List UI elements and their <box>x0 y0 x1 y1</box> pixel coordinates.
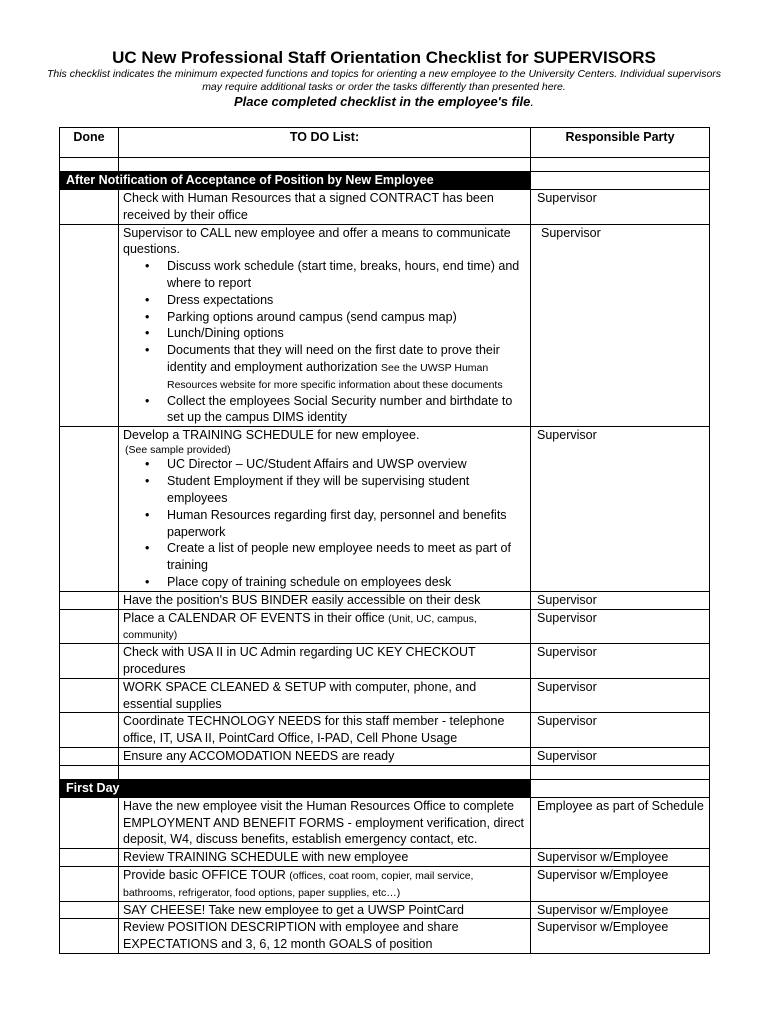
table-row <box>60 224 710 427</box>
table-row <box>60 644 710 679</box>
responsible-party-cell: Supervisor <box>531 678 710 713</box>
task-bullet-text: Documents that they will need on the first date to prove their identity and employment authorization <box>167 343 500 374</box>
table-row <box>60 748 710 766</box>
done-checkbox-cell[interactable] <box>60 427 119 592</box>
responsible-party-cell: Supervisor w/Employee <box>531 901 710 919</box>
task-bullet-with-note <box>167 342 526 392</box>
responsible-party-cell: Supervisor <box>531 591 710 609</box>
task-bullet: • Discuss work schedule (start time, breaks, hours, end time) and where to report <box>167 258 526 292</box>
task-bullet: • Parking options around campus (send campus map) <box>167 309 526 326</box>
spacer-cell <box>60 765 119 779</box>
task-cell <box>119 591 531 609</box>
task-text: Check with Human Resources that a signed CONTRACT has been received by their office <box>123 191 494 222</box>
table-row <box>60 190 710 225</box>
task-bullet: • Collect the employees Social Security number and birthdate to set up the campus DIMS identity <box>167 393 526 427</box>
table-row <box>60 919 710 954</box>
task-text: Have the position's BUS BINDER easily accessible on their desk <box>123 592 481 607</box>
task-note: (See sample provided) <box>125 443 231 456</box>
responsible-party-cell: Supervisor <box>531 748 710 766</box>
task-cell <box>119 609 531 644</box>
task-text: Review TRAINING SCHEDULE with new employee <box>123 850 409 865</box>
spacer-cell <box>531 158 710 172</box>
responsible-party-cell: Supervisor <box>531 224 710 427</box>
spacer-cell <box>119 158 531 172</box>
section-header-first-day: First Day <box>60 779 531 797</box>
spacer-row <box>60 158 710 172</box>
responsible-party-cell: Supervisor w/Employee <box>531 866 710 901</box>
table-row <box>60 866 710 901</box>
table-row <box>60 901 710 919</box>
task-bullet: • Dress expectations <box>167 292 526 309</box>
task-cell <box>119 748 531 766</box>
done-checkbox-cell[interactable] <box>60 901 119 919</box>
done-checkbox-cell[interactable] <box>60 748 119 766</box>
responsible-party-cell: Supervisor w/Employee <box>531 919 710 954</box>
task-cell <box>119 797 531 848</box>
column-header-done: Done <box>60 128 119 158</box>
task-note: (Unit, UC, campus, community) <box>123 612 477 642</box>
spacer-row <box>60 765 710 779</box>
filing-instruction-text: Place completed checklist in the employee's file <box>233 94 531 109</box>
task-text: Place a CALENDAR OF EVENTS in their office <box>123 610 385 625</box>
done-checkbox-cell[interactable] <box>60 609 119 644</box>
responsible-party-cell: Supervisor <box>531 427 710 592</box>
task-text: WORK SPACE CLEANED & SETUP with computer, phone, and essential supplies <box>123 679 477 711</box>
column-header-todo: TO DO List: <box>119 128 531 158</box>
task-bullet: • Create a list of people new employee needs to meet as part of training <box>167 540 526 574</box>
task-cell <box>119 849 531 867</box>
spacer-cell <box>119 765 531 779</box>
filing-instruction <box>0 94 768 110</box>
done-checkbox-cell[interactable] <box>60 190 119 225</box>
task-bullet-note: See the UWSP Human Resources website for more specific information about these documents <box>167 361 503 391</box>
task-bullet: • Human Resources regarding first day, personnel and benefits paperwork <box>167 507 526 541</box>
task-cell <box>119 427 531 592</box>
table-row <box>60 849 710 867</box>
task-text: Ensure any ACCOMODATION NEEDS are ready <box>123 749 395 763</box>
responsible-party-cell: Employee as part of Schedule <box>531 797 710 848</box>
table-header-row <box>60 128 710 158</box>
done-checkbox-cell[interactable] <box>60 224 119 427</box>
responsible-party-cell: Supervisor <box>531 609 710 644</box>
done-checkbox-cell[interactable] <box>60 797 119 848</box>
section-header-acceptance: After Notification of Acceptance of Position by New Employee <box>60 172 531 190</box>
done-checkbox-cell[interactable] <box>60 678 119 713</box>
task-bullet: • Place copy of training schedule on employees desk <box>167 574 526 591</box>
task-cell <box>119 224 531 427</box>
section-header-blank <box>531 172 710 190</box>
table-row <box>60 797 710 848</box>
task-text: Provide basic OFFICE TOUR <box>123 867 286 882</box>
done-checkbox-cell[interactable] <box>60 644 119 679</box>
task-bullet: • Lunch/Dining options <box>167 325 526 342</box>
checklist-table <box>59 127 710 954</box>
spacer-cell <box>531 765 710 779</box>
table-row <box>60 591 710 609</box>
done-checkbox-cell[interactable] <box>60 713 119 748</box>
task-text: Review POSITION DESCRIPTION with employee and share EXPECTATIONS and 3, 6, 12 month GOALS of position <box>123 920 459 952</box>
done-checkbox-cell[interactable] <box>60 849 119 867</box>
task-text: Develop a TRAINING SCHEDULE for new employee. <box>123 428 420 443</box>
done-checkbox-cell[interactable] <box>60 866 119 901</box>
spacer-cell <box>60 158 119 172</box>
task-cell <box>119 644 531 679</box>
responsible-party-cell: Supervisor w/Employee <box>531 849 710 867</box>
document-subtitle: This checklist indicates the minimum expected functions and topics for orienting a new employee to the University Centers. Individual supervisors may require additional tasks or order the tasks differently than presented here. <box>46 68 722 93</box>
table-row <box>60 678 710 713</box>
task-note: (offices, coat room, copier, mail service, bathrooms, refrigerator, food options, paper supplies, etc…) <box>123 869 474 899</box>
done-checkbox-cell[interactable] <box>60 919 119 954</box>
table-row <box>60 609 710 644</box>
responsible-party-cell: Supervisor <box>531 644 710 679</box>
task-cell <box>119 901 531 919</box>
done-checkbox-cell[interactable] <box>60 591 119 609</box>
responsible-party-cell: Supervisor <box>531 190 710 225</box>
task-cell <box>119 919 531 954</box>
responsible-party-cell: Supervisor <box>531 713 710 748</box>
task-cell <box>119 866 531 901</box>
task-text: Coordinate TECHNOLOGY NEEDS for this staff member - telephone office, IT, USA II, PointCard Office, I-PAD, Cell Phone Usage <box>123 714 505 746</box>
task-bullet: • UC Director – UC/Student Affairs and UWSP overview <box>167 456 526 473</box>
task-cell <box>119 713 531 748</box>
task-text: Check with USA II in UC Admin regarding UC KEY CHECKOUT procedures <box>123 645 476 677</box>
task-cell <box>119 678 531 713</box>
task-text: Supervisor to CALL new employee and offer a means to communicate questions. <box>123 225 511 257</box>
task-text: Have the new employee visit the Human Resources Office to complete EMPLOYMENT AND BENEFIT FORMS - employment verification, direct deposit, W4, discuss benefits, establish emergency contact, etc. <box>123 798 525 847</box>
section-header-row <box>60 779 710 797</box>
section-header-blank <box>531 779 710 797</box>
document-title: UC New Professional Staff Orientation Checklist for SUPERVISORS <box>112 48 656 67</box>
task-cell <box>119 190 531 225</box>
table-row <box>60 427 710 592</box>
filing-instruction-period: . <box>530 94 535 109</box>
section-header-row <box>60 172 710 190</box>
table-row <box>60 713 710 748</box>
task-bullet-list <box>123 258 526 426</box>
column-header-party: Responsible Party <box>531 128 710 158</box>
task-text: SAY CHEESE! Take new employee to get a UWSP PointCard <box>123 902 464 917</box>
task-bullet-list <box>123 456 526 590</box>
task-bullet: • Student Employment if they will be supervising student employees <box>167 473 526 507</box>
